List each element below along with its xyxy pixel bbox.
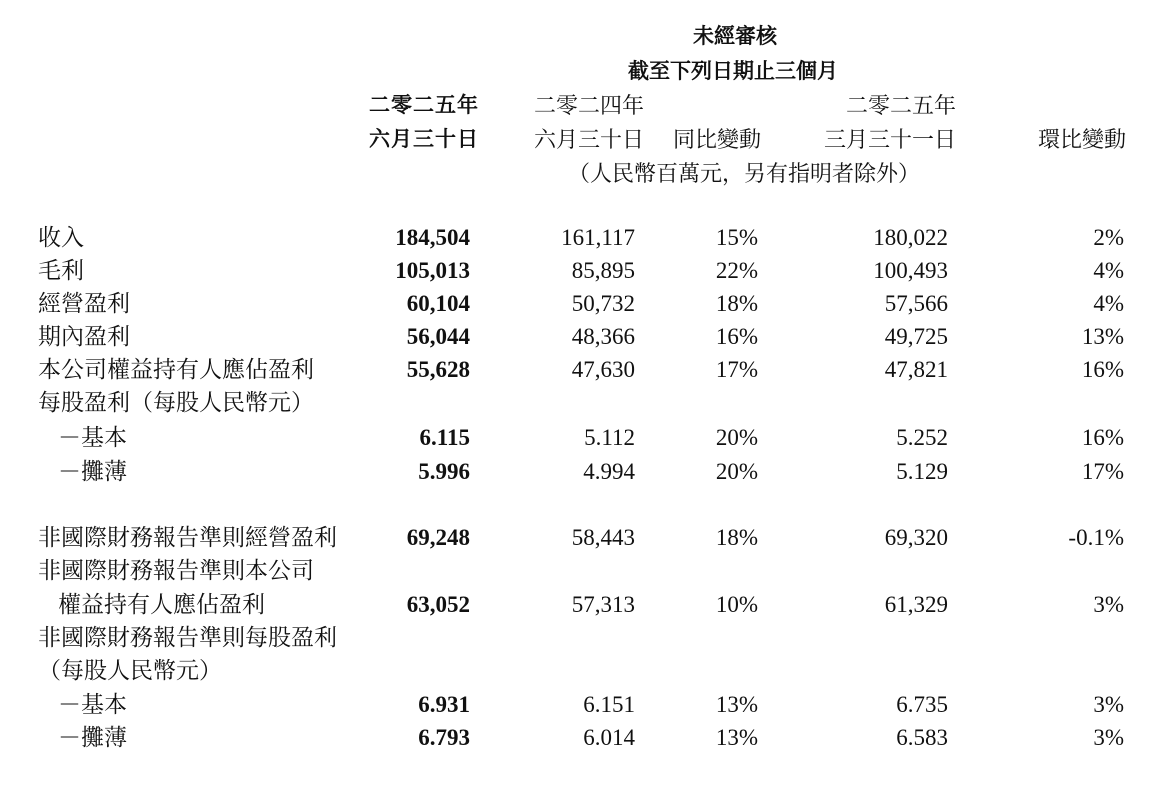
value-q1-2025: 5.129 xyxy=(896,459,948,484)
value-q2-2024: 48,366 xyxy=(571,324,635,349)
value-q1-2025: 6.583 xyxy=(896,725,948,750)
table-row xyxy=(0,688,1156,721)
value-yoy: 20% xyxy=(715,459,758,484)
value-yoy: 20% xyxy=(715,425,758,450)
value-q1-2025: 61,329 xyxy=(884,592,948,617)
col4-header-line1: 二零二五年 xyxy=(846,93,957,118)
value-q2-2024: 47,630 xyxy=(571,357,635,382)
value-yoy: 18% xyxy=(715,525,758,550)
value-q1-2025: 100,493 xyxy=(873,258,948,283)
value-q2-2025: 105,013 xyxy=(395,258,470,283)
row-label: 非國際財務報告準則本公司 xyxy=(38,558,314,583)
row-label: 期內盈利 xyxy=(38,324,130,349)
value-yoy: 15% xyxy=(715,225,758,250)
value-q2-2025: 6.931 xyxy=(418,692,470,717)
row-label: －基本 xyxy=(58,425,127,450)
value-q2-2025: 5.996 xyxy=(418,459,470,484)
table-row xyxy=(0,386,1156,419)
row-label: 本公司權益持有人應佔盈利 xyxy=(38,357,314,382)
value-qoq: 2% xyxy=(1093,225,1124,250)
table-row xyxy=(0,554,1156,587)
col5-header: 環比變動 xyxy=(1038,127,1127,152)
value-q1-2025: 6.735 xyxy=(896,692,948,717)
value-qoq: -0.1% xyxy=(1068,525,1124,550)
value-qoq: 17% xyxy=(1081,459,1124,484)
value-qoq: 16% xyxy=(1081,357,1124,382)
value-q1-2025: 69,320 xyxy=(884,525,948,550)
value-qoq: 4% xyxy=(1093,291,1124,316)
row-label: －攤薄 xyxy=(58,459,127,484)
table-row xyxy=(0,621,1156,654)
row-label: 非國際財務報告準則經營盈利 xyxy=(38,525,337,550)
value-qoq: 16% xyxy=(1081,425,1124,450)
table-row xyxy=(0,421,1156,454)
row-label: （每股人民幣元） xyxy=(38,658,222,683)
row-label: －基本 xyxy=(58,692,127,717)
row-label: －攤薄 xyxy=(58,725,127,750)
col2-header-line1: 二零二四年 xyxy=(534,93,645,118)
value-q2-2025: 56,044 xyxy=(406,324,470,349)
value-q1-2025: 180,022 xyxy=(873,225,948,250)
value-q2-2025: 69,248 xyxy=(406,525,470,550)
value-q2-2024: 50,732 xyxy=(571,291,635,316)
value-qoq: 3% xyxy=(1093,692,1124,717)
table-row xyxy=(0,320,1156,353)
row-label: 收入 xyxy=(38,225,84,250)
value-q2-2024: 6.014 xyxy=(583,725,635,750)
value-yoy: 13% xyxy=(715,725,758,750)
value-q2-2024: 4.994 xyxy=(583,459,635,484)
value-q1-2025: 5.252 xyxy=(896,425,948,450)
value-q2-2025: 55,628 xyxy=(406,357,470,382)
value-q2-2024: 58,443 xyxy=(571,525,635,550)
table-row xyxy=(0,287,1156,320)
value-q2-2024: 161,117 xyxy=(561,225,635,250)
value-qoq: 3% xyxy=(1093,592,1124,617)
value-q2-2025: 184,504 xyxy=(395,225,470,250)
header-title-unaudited: 未經審核 xyxy=(693,24,777,48)
row-label: 經營盈利 xyxy=(38,291,130,316)
value-q2-2025: 60,104 xyxy=(406,291,470,316)
table-row xyxy=(0,221,1156,254)
value-yoy: 18% xyxy=(715,291,758,316)
table-row xyxy=(0,721,1156,754)
col2-header-line2: 六月三十日 xyxy=(534,127,645,152)
value-q2-2024: 57,313 xyxy=(571,592,635,617)
value-qoq: 4% xyxy=(1093,258,1124,283)
value-q1-2025: 57,566 xyxy=(884,291,948,316)
value-qoq: 3% xyxy=(1093,725,1124,750)
unit-note: （人民幣百萬元，另有指明者除外） xyxy=(568,161,921,186)
value-q2-2025: 6.793 xyxy=(418,725,470,750)
value-q1-2025: 49,725 xyxy=(884,324,948,349)
table-row xyxy=(0,654,1156,687)
value-yoy: 16% xyxy=(715,324,758,349)
row-label: 權益持有人應佔盈利 xyxy=(58,592,265,617)
value-yoy: 22% xyxy=(715,258,758,283)
value-q2-2025: 6.115 xyxy=(419,425,470,450)
row-label: 毛利 xyxy=(38,258,84,283)
value-q2-2024: 6.151 xyxy=(583,692,635,717)
value-q2-2024: 5.112 xyxy=(584,425,635,450)
value-q2-2025: 63,052 xyxy=(406,592,470,617)
table-row xyxy=(0,455,1156,488)
header-title-period: 截至下列日期止三個月 xyxy=(628,59,838,83)
table-row xyxy=(0,588,1156,621)
value-qoq: 13% xyxy=(1081,324,1124,349)
value-yoy: 17% xyxy=(715,357,758,382)
table-row xyxy=(0,353,1156,386)
table-row xyxy=(0,521,1156,554)
row-label: 每股盈利（每股人民幣元） xyxy=(38,390,314,415)
col1-header-line1: 二零二五年 xyxy=(369,93,479,117)
value-yoy: 13% xyxy=(715,692,758,717)
value-q1-2025: 47,821 xyxy=(884,357,948,382)
table-row xyxy=(0,254,1156,287)
col3-header: 同比變動 xyxy=(673,127,762,152)
value-yoy: 10% xyxy=(715,592,758,617)
row-label: 非國際財務報告準則每股盈利 xyxy=(38,625,337,650)
col1-header-line2: 六月三十日 xyxy=(369,127,479,151)
col4-header-line2: 三月三十一日 xyxy=(824,127,957,152)
value-q2-2024: 85,895 xyxy=(571,258,635,283)
